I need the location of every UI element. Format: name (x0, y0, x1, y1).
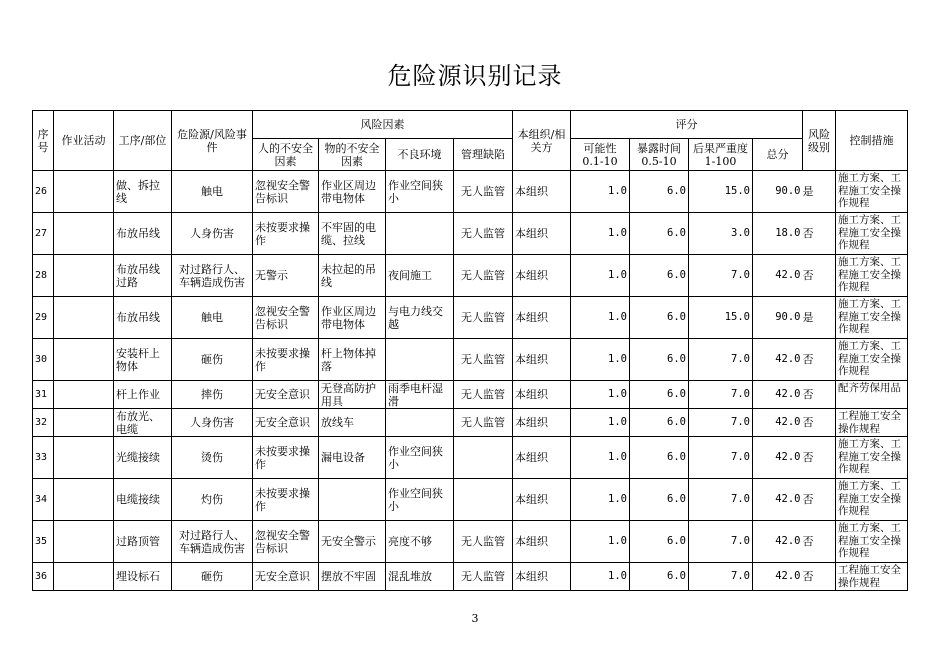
row-process: 安装杆上物体 (114, 339, 172, 381)
row-seq: 30 (33, 339, 54, 381)
row-object-factor: 不牢固的电缆、拉线 (319, 213, 386, 255)
row-total: 42.0 (753, 437, 803, 479)
row-hazard: 砸伤 (172, 563, 253, 591)
row-human-factor: 未按要求操作 (253, 479, 319, 521)
row-exposure: 6.0 (630, 213, 689, 255)
hazard-table (32, 110, 908, 591)
row-total: 90.0 (753, 297, 803, 339)
row-process: 埋设标石 (114, 563, 172, 591)
row-total: 42.0 (753, 563, 803, 591)
row-activity (54, 213, 114, 255)
row-control: 工程施工安全操作规程 (836, 409, 908, 437)
row-environment-factor: 夜间施工 (386, 255, 454, 297)
row-human-factor: 无安全意识 (253, 563, 319, 591)
row-total: 42.0 (753, 521, 803, 563)
header-environment: 不良环境 (386, 139, 454, 171)
row-human-factor: 无安全意识 (253, 381, 319, 409)
row-object-factor: 摆放不牢固 (319, 563, 386, 591)
row-object-factor: 杆上物体掉落 (319, 339, 386, 381)
row-environment-factor: 亮度不够 (386, 521, 454, 563)
row-process: 布放吊线 (114, 213, 172, 255)
row-human-factor: 忽视安全警告标识 (253, 521, 319, 563)
row-seq: 28 (33, 255, 54, 297)
row-object-factor: 无登高防护用具 (319, 381, 386, 409)
row-human-factor: 忽视安全警告标识 (253, 171, 319, 213)
row-level: 是 (803, 297, 836, 339)
row-level: 否 (803, 409, 836, 437)
row-process: 布放吊线过路 (114, 255, 172, 297)
row-environment-factor: 与电力线交越 (386, 297, 454, 339)
row-hazard: 烫伤 (172, 437, 253, 479)
row-exposure: 6.0 (630, 409, 689, 437)
row-party: 本组织 (513, 521, 571, 563)
row-exposure: 6.0 (630, 563, 689, 591)
row-human-factor: 忽视安全警告标识 (253, 297, 319, 339)
row-total: 42.0 (753, 381, 803, 409)
table-row (33, 563, 908, 591)
header-activity: 作业活动 (54, 111, 114, 171)
table-row (33, 521, 908, 563)
row-party: 本组织 (513, 255, 571, 297)
row-management-factor: 无人监管 (454, 339, 513, 381)
row-severity: 3.0 (689, 213, 753, 255)
row-seq: 36 (33, 563, 54, 591)
row-likelihood: 1.0 (571, 437, 630, 479)
row-management-factor: 无人监管 (454, 297, 513, 339)
row-severity: 7.0 (689, 339, 753, 381)
row-process: 光缆接续 (114, 437, 172, 479)
row-object-factor: 无安全警示 (319, 521, 386, 563)
row-total: 42.0 (753, 409, 803, 437)
row-activity (54, 297, 114, 339)
row-severity: 7.0 (689, 437, 753, 479)
row-severity: 15.0 (689, 297, 753, 339)
row-level: 否 (803, 339, 836, 381)
header-seq: 序号 (33, 111, 54, 171)
row-environment-factor (386, 213, 454, 255)
row-party: 本组织 (513, 381, 571, 409)
row-hazard: 灼伤 (172, 479, 253, 521)
header-severity: 后果严重度1-100 (689, 139, 753, 171)
row-seq: 33 (33, 437, 54, 479)
row-hazard: 人身伤害 (172, 213, 253, 255)
row-level: 是 (803, 171, 836, 213)
row-exposure: 6.0 (630, 521, 689, 563)
header-score: 评分 (571, 111, 803, 139)
row-process: 做、拆拉线 (114, 171, 172, 213)
row-likelihood: 1.0 (571, 213, 630, 255)
page-title: 危险源识别记录 (387, 62, 563, 90)
header-party: 本组织/相关方 (513, 111, 571, 171)
row-control: 工程施工安全操作规程 (836, 563, 908, 591)
row-control: 施工方案、工程施工安全操作规程 (836, 437, 908, 479)
row-likelihood: 1.0 (571, 521, 630, 563)
row-management-factor (454, 479, 513, 521)
header-likelihood: 可能性0.1-10 (571, 139, 630, 171)
row-total: 42.0 (753, 479, 803, 521)
row-severity: 15.0 (689, 171, 753, 213)
table-row (33, 409, 908, 437)
row-level: 否 (803, 479, 836, 521)
row-activity (54, 171, 114, 213)
row-human-factor: 无警示 (253, 255, 319, 297)
row-control: 配齐劳保用品 (836, 381, 908, 409)
header-process: 工序/部位 (114, 111, 172, 171)
row-activity (54, 563, 114, 591)
row-severity: 7.0 (689, 381, 753, 409)
row-likelihood: 1.0 (571, 339, 630, 381)
row-severity: 7.0 (689, 409, 753, 437)
row-party: 本组织 (513, 563, 571, 591)
table-row (33, 479, 908, 521)
header-level: 风险级别 (803, 111, 836, 171)
row-exposure: 6.0 (630, 479, 689, 521)
row-environment-factor: 作业空间狭小 (386, 437, 454, 479)
row-likelihood: 1.0 (571, 381, 630, 409)
row-party: 本组织 (513, 297, 571, 339)
row-seq: 34 (33, 479, 54, 521)
row-level: 否 (803, 563, 836, 591)
row-human-factor: 未按要求操作 (253, 437, 319, 479)
row-total: 90.0 (753, 171, 803, 213)
row-hazard: 砸伤 (172, 339, 253, 381)
row-hazard: 人身伤害 (172, 409, 253, 437)
header-total: 总分 (753, 139, 803, 171)
row-environment-factor: 雨季电杆湿滑 (386, 381, 454, 409)
row-likelihood: 1.0 (571, 255, 630, 297)
row-level: 否 (803, 255, 836, 297)
table-row (33, 437, 908, 479)
row-level: 否 (803, 213, 836, 255)
row-management-factor: 无人监管 (454, 521, 513, 563)
row-object-factor: 放线车 (319, 409, 386, 437)
row-exposure: 6.0 (630, 297, 689, 339)
row-likelihood: 1.0 (571, 563, 630, 591)
row-control: 施工方案、工程施工安全操作规程 (836, 255, 908, 297)
row-management-factor: 无人监管 (454, 255, 513, 297)
row-likelihood: 1.0 (571, 171, 630, 213)
row-severity: 7.0 (689, 255, 753, 297)
header-control: 控制措施 (836, 111, 908, 171)
row-human-factor: 无安全意识 (253, 409, 319, 437)
table-row (33, 381, 908, 409)
row-seq: 35 (33, 521, 54, 563)
header-object: 物的不安全因素 (319, 139, 386, 171)
row-activity (54, 521, 114, 563)
row-human-factor: 未按要求操作 (253, 339, 319, 381)
row-management-factor: 无人监管 (454, 213, 513, 255)
row-object-factor: 漏电设备 (319, 437, 386, 479)
row-hazard: 摔伤 (172, 381, 253, 409)
page-number: 3 (471, 612, 479, 625)
row-object-factor (319, 479, 386, 521)
row-exposure: 6.0 (630, 437, 689, 479)
row-total: 18.0 (753, 213, 803, 255)
row-process: 布放光、电缆 (114, 409, 172, 437)
row-environment-factor: 混乱堆放 (386, 563, 454, 591)
row-total: 42.0 (753, 339, 803, 381)
row-party: 本组织 (513, 171, 571, 213)
row-level: 否 (803, 381, 836, 409)
row-management-factor: 无人监管 (454, 563, 513, 591)
row-management-factor: 无人监管 (454, 171, 513, 213)
row-activity (54, 381, 114, 409)
header-risk-factors: 风险因素 (253, 111, 513, 139)
header-management: 管理缺陷 (454, 139, 513, 171)
row-hazard: 触电 (172, 171, 253, 213)
row-control: 施工方案、工程施工安全操作规程 (836, 521, 908, 563)
row-environment-factor (386, 339, 454, 381)
row-party: 本组织 (513, 409, 571, 437)
row-process: 布放吊线 (114, 297, 172, 339)
row-control: 施工方案、工程施工安全操作规程 (836, 297, 908, 339)
row-environment-factor (386, 409, 454, 437)
row-object-factor: 未拉起的吊线 (319, 255, 386, 297)
table-row (33, 339, 908, 381)
row-likelihood: 1.0 (571, 479, 630, 521)
row-environment-factor: 作业空间狭小 (386, 171, 454, 213)
row-activity (54, 255, 114, 297)
header-exposure: 暴露时间0.5-10 (630, 139, 689, 171)
row-process: 过路顶管 (114, 521, 172, 563)
row-control: 施工方案、工程施工安全操作规程 (836, 339, 908, 381)
row-seq: 27 (33, 213, 54, 255)
row-process: 杆上作业 (114, 381, 172, 409)
row-hazard: 对过路行人、车辆造成伤害 (172, 255, 253, 297)
row-level: 否 (803, 437, 836, 479)
row-activity (54, 409, 114, 437)
row-management-factor (454, 437, 513, 479)
row-party: 本组织 (513, 479, 571, 521)
header-human: 人的不安全因素 (253, 139, 319, 171)
row-party: 本组织 (513, 339, 571, 381)
row-activity (54, 479, 114, 521)
table-row (33, 255, 908, 297)
row-object-factor: 作业区周边带电物体 (319, 171, 386, 213)
row-severity: 7.0 (689, 563, 753, 591)
row-severity: 7.0 (689, 479, 753, 521)
row-seq: 32 (33, 409, 54, 437)
row-object-factor: 作业区周边带电物体 (319, 297, 386, 339)
row-control: 施工方案、工程施工安全操作规程 (836, 171, 908, 213)
row-hazard: 触电 (172, 297, 253, 339)
row-seq: 26 (33, 171, 54, 213)
row-management-factor: 无人监管 (454, 409, 513, 437)
table-row (33, 171, 908, 213)
row-party: 本组织 (513, 213, 571, 255)
row-exposure: 6.0 (630, 171, 689, 213)
header-hazard: 危险源/风险事件 (172, 111, 253, 171)
row-environment-factor: 作业空间狭小 (386, 479, 454, 521)
row-level: 否 (803, 521, 836, 563)
table-row (33, 213, 908, 255)
row-human-factor: 未按要求操作 (253, 213, 319, 255)
row-control: 施工方案、工程施工安全操作规程 (836, 479, 908, 521)
row-activity (54, 339, 114, 381)
row-hazard: 对过路行人、车辆造成伤害 (172, 521, 253, 563)
row-likelihood: 1.0 (571, 409, 630, 437)
row-exposure: 6.0 (630, 381, 689, 409)
row-exposure: 6.0 (630, 339, 689, 381)
row-exposure: 6.0 (630, 255, 689, 297)
row-seq: 31 (33, 381, 54, 409)
row-management-factor: 无人监管 (454, 381, 513, 409)
row-control: 施工方案、工程施工安全操作规程 (836, 213, 908, 255)
row-process: 电缆接续 (114, 479, 172, 521)
row-activity (54, 437, 114, 479)
row-severity: 7.0 (689, 521, 753, 563)
row-party: 本组织 (513, 437, 571, 479)
row-total: 42.0 (753, 255, 803, 297)
row-seq: 29 (33, 297, 54, 339)
row-likelihood: 1.0 (571, 297, 630, 339)
table-row (33, 297, 908, 339)
